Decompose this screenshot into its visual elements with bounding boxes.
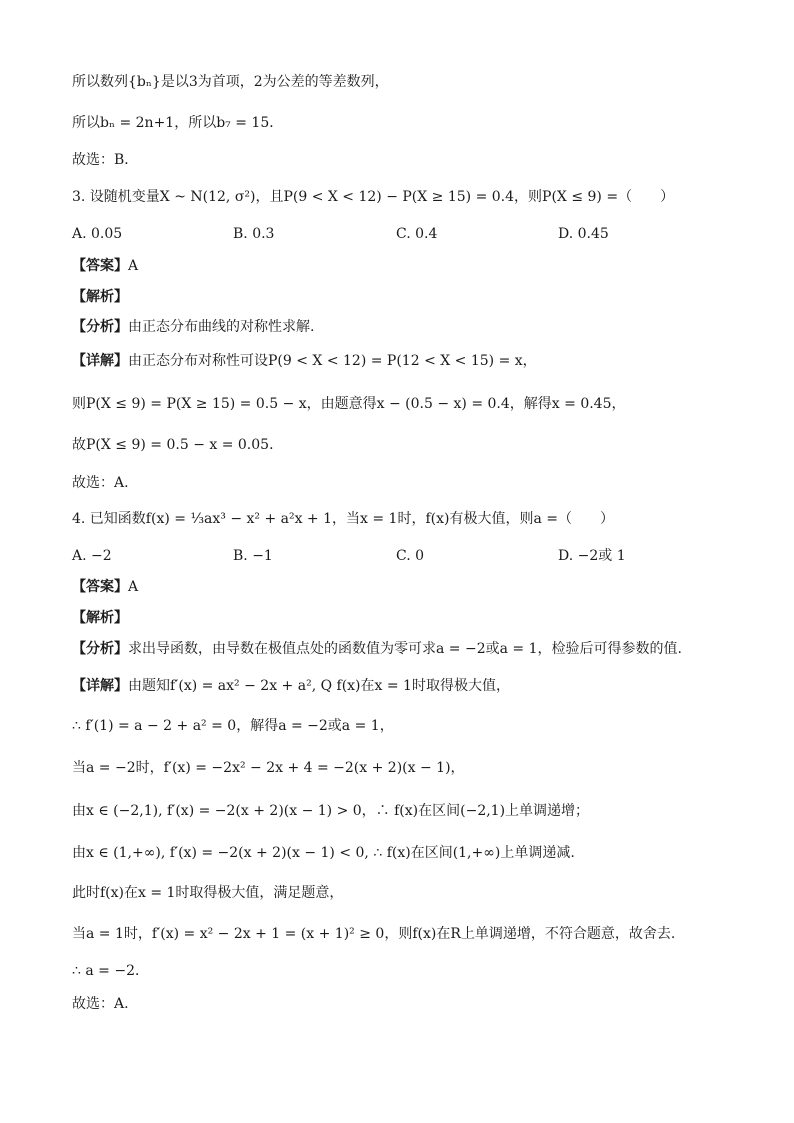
q3-option-c: C. 0.4 — [396, 226, 438, 242]
q3-option-b: B. 0.3 — [233, 226, 275, 242]
q4-line-9: 故选：A. — [72, 996, 129, 1012]
q4-option-c: C. 0 — [396, 548, 425, 564]
answer-value: A — [128, 258, 139, 274]
prev-line-2: 所以bₙ = 2n+1，所以b₇ = 15． — [72, 115, 284, 131]
q4-jiexi-tag: 【解析】 — [72, 610, 128, 626]
q4-fenxi — [72, 639, 682, 659]
q3-jiexi-tag: 【解析】 — [72, 289, 128, 305]
q3-line-2: 则P(X ≤ 9) = P(X ≥ 15) = 0.5 − x，由题意得x − (0.5 − x) = 0.4，解得x = 0.45， — [72, 396, 626, 412]
prev-line-1: 所以数列{bₙ}是以3为首项，2为公差的等差数列， — [72, 74, 389, 90]
q4-line-4: 由x ∈ (−2,1), f′(x) = −2(x + 2)(x − 1) > 0，∴ f(x)在区间(−2,1)上单调递增； — [72, 803, 590, 819]
q3-answer — [72, 256, 138, 276]
answer-value: A — [128, 579, 139, 595]
q3-fenxi — [72, 317, 314, 337]
answer-tag: 【答案】 — [72, 258, 128, 274]
q3-line-4: 故选：A. — [72, 475, 129, 491]
q4-option-d: D. −2或 1 — [558, 548, 626, 564]
q4-line-2: ∴ f′(1) = a − 2 + a² = 0，解得a = −2或a = 1， — [72, 718, 394, 734]
xiangjie-tag: 【详解】 — [72, 353, 128, 369]
q4-xiangjie — [72, 676, 510, 696]
xiangjie-text: 由题知f′(x) = ax² − 2x + a², Q f(x)在x = 1时取得极大值， — [128, 678, 510, 694]
q4-line-8: ∴ a = −2． — [72, 963, 149, 979]
q3-xiangjie — [72, 351, 537, 371]
q4-stem: 4. 已知函数f(x) = ⅓ax³ − x² + a²x + 1，当x = 1时，f(x)有极大值，则a =（ ） — [72, 511, 614, 527]
q3-line-3: 故P(X ≤ 9) = 0.5 − x = 0.05． — [72, 437, 284, 453]
q4-line-5: 由x ∈ (1,+∞), f′(x) = −2(x + 2)(x − 1) < 0, ∴ f(x)在区间(1,+∞)上单调递减. — [72, 845, 575, 861]
fenxi-text: 求出导函数，由导数在极值点处的函数值为零可求a = −2或a = 1，检验后可得参数的值. — [128, 641, 682, 657]
q4-option-a: A. −2 — [72, 548, 112, 564]
q4-line-3: 当a = −2时，f′(x) = −2x² − 2x + 4 = −2(x + 2)(x − 1)， — [72, 760, 465, 776]
q3-stem: 3. 设随机变量X ~ N(12, σ²)，且P(9 < X < 12) − P(X ≥ 15) = 0.4，则P(X ≤ 9) =（ ） — [72, 189, 675, 205]
prev-line-3: 故选：B． — [72, 152, 139, 168]
q3-option-a: A. 0.05 — [72, 226, 123, 242]
q4-option-b: B. −1 — [233, 548, 273, 564]
fenxi-tag: 【分析】 — [72, 641, 128, 657]
answer-tag: 【答案】 — [72, 579, 128, 595]
fenxi-tag: 【分析】 — [72, 319, 128, 335]
xiangjie-tag: 【详解】 — [72, 678, 128, 694]
fenxi-text: 由正态分布曲线的对称性求解. — [128, 319, 315, 335]
q3-option-d: D. 0.45 — [558, 226, 609, 242]
q4-line-6: 此时f(x)在x = 1时取得极大值，满足题意， — [72, 885, 344, 901]
xiangjie-text: 由正态分布对称性可设P(9 < X < 12) = P(12 < X < 15) = x， — [128, 353, 537, 369]
q4-line-7: 当a = 1时，f′(x) = x² − 2x + 1 = (x + 1)² ≥ 0，则f(x)在R上单调递增，不符合题意，故舍去. — [72, 926, 676, 942]
q4-answer — [72, 577, 138, 597]
